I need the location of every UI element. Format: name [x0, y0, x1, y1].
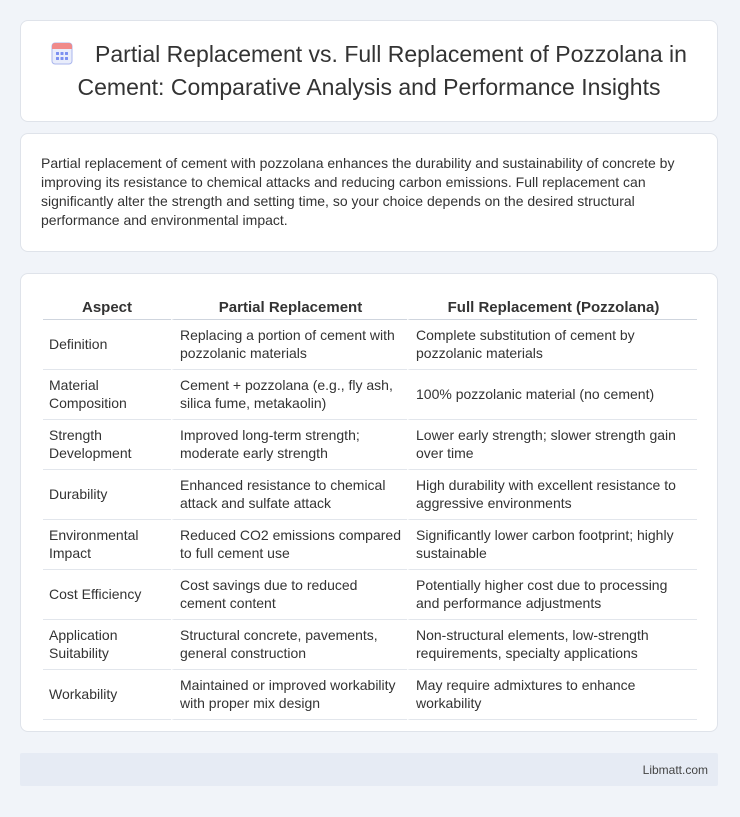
footer	[20, 753, 718, 786]
table-header-row	[43, 295, 697, 320]
table-row	[43, 570, 697, 620]
footer-site-link[interactable]: Libmatt.com	[642, 762, 708, 777]
row-aspect: Strength Development	[43, 420, 171, 470]
row-aspect: Definition	[43, 320, 171, 370]
header-full: Full Replacement (Pozzolana)	[407, 295, 697, 320]
row-full: Significantly lower carbon footprint; highly sustainable	[407, 520, 697, 570]
row-partial: Structural concrete, pavements, general construction	[171, 620, 407, 670]
row-partial: Replacing a portion of cement with pozzolanic materials	[171, 320, 407, 370]
row-full: May require admixtures to enhance workability	[407, 670, 697, 720]
table-row	[43, 370, 697, 420]
table-row	[43, 670, 697, 720]
header-partial: Partial Replacement	[171, 295, 407, 320]
row-aspect: Material Composition	[43, 370, 171, 420]
row-partial: Maintained or improved workability with proper mix design	[171, 670, 407, 720]
row-full: Lower early strength; slower strength gain over time	[407, 420, 697, 470]
row-full: 100% pozzolanic material (no cement)	[407, 370, 697, 420]
row-aspect: Environmental Impact	[43, 520, 171, 570]
row-partial: Cement + pozzolana (e.g., fly ash, silica fume, metakaolin)	[171, 370, 407, 420]
table-row	[43, 470, 697, 520]
row-full: Non-structural elements, low-strength requirements, specialty applications	[407, 620, 697, 670]
row-full: High durability with excellent resistance to aggressive environments	[407, 470, 697, 520]
calendar-icon	[51, 41, 73, 65]
row-aspect: Workability	[43, 670, 171, 720]
row-full: Complete substitution of cement by pozzolanic materials	[407, 320, 697, 370]
title-card	[20, 20, 718, 122]
table-row	[43, 320, 697, 370]
comparison-table	[43, 295, 697, 720]
intro-card	[20, 133, 718, 252]
table-row	[43, 520, 697, 570]
table-row	[43, 420, 697, 470]
row-full: Potentially higher cost due to processing and performance adjustments	[407, 570, 697, 620]
row-partial: Reduced CO2 emissions compared to full cement use	[171, 520, 407, 570]
row-partial: Cost savings due to reduced cement content	[171, 570, 407, 620]
page-title	[44, 38, 694, 104]
row-aspect: Application Suitability	[43, 620, 171, 670]
row-aspect: Durability	[43, 470, 171, 520]
row-partial: Improved long-term strength; moderate early strength	[171, 420, 407, 470]
row-partial: Enhanced resistance to chemical attack and sulfate attack	[171, 470, 407, 520]
row-aspect: Cost Efficiency	[43, 570, 171, 620]
comparison-card	[20, 273, 718, 732]
table-row	[43, 620, 697, 670]
page-title-text: Partial Replacement vs. Full Replacement of Pozzolana in Cement: Comparative Analysis and Performance Insights	[77, 41, 687, 100]
intro-paragraph: Partial replacement of cement with pozzolana enhances the durability and sustainability of concrete by improving its resistance to chemical attacks and reducing carbon emissions. Full replacement can significantly alter the strength and setting time, so your choice depends on the desired structural performance and environmental impact.	[41, 155, 675, 228]
header-aspect: Aspect	[43, 295, 171, 320]
